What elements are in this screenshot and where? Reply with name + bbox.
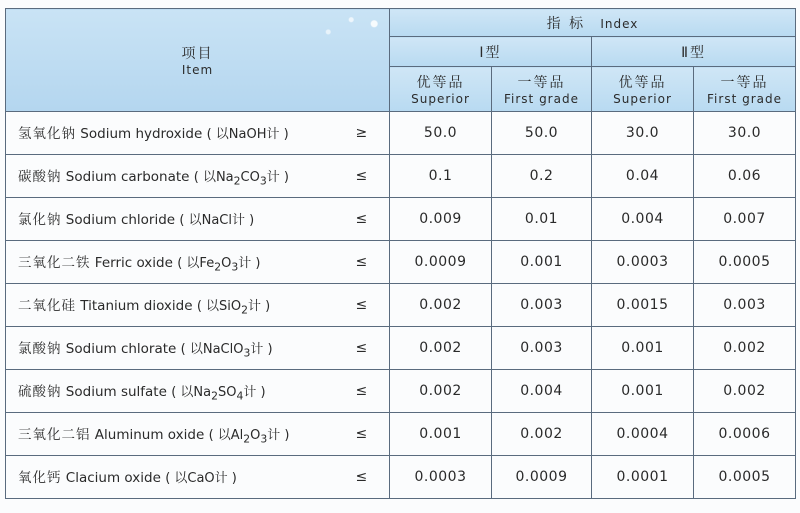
- formula-sub2: 3: [260, 432, 268, 446]
- item-formula: [208, 427, 290, 446]
- table-row: [6, 456, 796, 499]
- item-cell: [6, 327, 354, 370]
- formula-post: 计 ): [266, 169, 289, 185]
- item-formula: [171, 384, 266, 403]
- formula-post: 计 ): [250, 341, 273, 357]
- formula-post: 计 ): [248, 298, 271, 314]
- comparison-operator: ≤: [354, 370, 390, 413]
- index-header: [390, 9, 796, 37]
- value-type2-superior: 0.001: [592, 370, 694, 413]
- comparison-operator: ≤: [354, 198, 390, 241]
- item-name-zh: 二氧化硅: [18, 297, 76, 314]
- formula-sub1: 2: [214, 260, 222, 274]
- item-name-en: Ferric oxide: [94, 254, 173, 271]
- item-formula: [177, 255, 261, 274]
- first-en: First grade: [707, 92, 782, 106]
- superior-en: Superior: [411, 92, 470, 106]
- type2-header: [592, 37, 796, 67]
- formula-pre: ( 以Fe: [177, 255, 215, 271]
- item-header-zh: 项目: [181, 46, 214, 62]
- item-name-zh: 氢氧化钠: [18, 125, 76, 142]
- value-type1-first: 0.2: [492, 155, 592, 198]
- value-type2-first: 0.007: [694, 198, 796, 241]
- formula-pre: ( 以Na: [193, 169, 234, 185]
- item-cell: [6, 370, 354, 413]
- item-formula: [193, 169, 289, 188]
- value-type2-first: 0.0006: [694, 413, 796, 456]
- value-type2-superior: 0.04: [592, 155, 694, 198]
- type1-first-header: [492, 67, 592, 112]
- formula-pre: ( 以Al: [208, 427, 244, 443]
- index-header-zh: 指 标: [546, 15, 586, 32]
- superior-en: Superior: [613, 92, 672, 106]
- value-type1-superior: 0.002: [390, 370, 492, 413]
- formula-pre: ( 以NaCl: [179, 212, 232, 228]
- formula-pre: ( 以Na: [171, 384, 212, 400]
- item-name-en: Aluminum oxide: [94, 426, 205, 443]
- formula-mid: O: [250, 427, 261, 443]
- comparison-operator: ≤: [354, 456, 390, 499]
- item-formula: [207, 127, 289, 142]
- first-en: First grade: [504, 92, 579, 106]
- first-zh: 一等品: [720, 75, 769, 91]
- formula-sub1: 2: [241, 303, 249, 317]
- table-row: [6, 413, 796, 456]
- table-row: [6, 198, 796, 241]
- value-type1-first: 0.0009: [492, 456, 592, 499]
- item-name-zh: 氯化钠: [18, 211, 62, 228]
- superior-zh: 优等品: [416, 75, 465, 91]
- type2-label: Ⅱ型: [681, 44, 706, 61]
- formula-post: 计 ): [214, 470, 237, 486]
- formula-sub2: 3: [259, 174, 267, 188]
- value-type1-superior: 0.0009: [390, 241, 492, 284]
- item-name-en: Titanium dioxide: [80, 297, 193, 314]
- table-row: [6, 241, 796, 284]
- formula-post: 计 ): [266, 126, 289, 142]
- item-name-en: Sodium sulfate: [65, 383, 167, 400]
- item-cell: [6, 241, 354, 284]
- type1-label: Ⅰ型: [479, 44, 502, 61]
- value-type1-first: 0.01: [492, 198, 592, 241]
- value-type2-superior: 0.004: [592, 198, 694, 241]
- table-row: [6, 327, 796, 370]
- item-name-zh: 氧化钙: [18, 469, 62, 486]
- item-formula: [165, 471, 237, 486]
- comparison-operator: ≤: [354, 155, 390, 198]
- value-type1-first: 0.002: [492, 413, 592, 456]
- item-cell: [6, 198, 354, 241]
- value-type2-superior: 0.0001: [592, 456, 694, 499]
- item-header: [6, 9, 390, 112]
- table-row: [6, 370, 796, 413]
- item-name-en: Sodium hydroxide: [80, 125, 203, 142]
- spec-table: [5, 8, 796, 499]
- value-type2-first: 0.002: [694, 370, 796, 413]
- value-type1-superior: 0.002: [390, 327, 492, 370]
- formula-mid: CO: [240, 169, 260, 185]
- formula-post: 计 ): [243, 384, 266, 400]
- formula-sub1: 3: [243, 346, 251, 360]
- type2-superior-header: [592, 67, 694, 112]
- formula-sub1: 2: [243, 432, 251, 446]
- formula-post: 计 ): [267, 427, 290, 443]
- formula-mid: O: [221, 255, 232, 271]
- formula-sub2: 3: [231, 260, 239, 274]
- item-formula: [180, 341, 273, 360]
- item-name-zh: 氯酸钠: [18, 340, 62, 357]
- value-type1-superior: 50.0: [390, 112, 492, 155]
- table-row: [6, 112, 796, 155]
- item-name-zh: 碳酸钠: [18, 168, 62, 185]
- comparison-operator: ≤: [354, 241, 390, 284]
- item-name-zh: 三氧化二铁: [18, 254, 91, 271]
- formula-pre: ( 以NaClO: [180, 341, 244, 357]
- formula-sub1: 2: [211, 389, 219, 403]
- value-type1-first: 0.004: [492, 370, 592, 413]
- item-name-en: Sodium carbonate: [65, 168, 190, 185]
- first-zh: 一等品: [517, 75, 566, 91]
- comparison-operator: ≤: [354, 327, 390, 370]
- item-name-zh: 硫酸钠: [18, 383, 62, 400]
- item-header-en: Item: [181, 63, 214, 77]
- value-type1-first: 0.003: [492, 327, 592, 370]
- superior-zh: 优等品: [618, 75, 667, 91]
- formula-pre: ( 以SiO: [196, 298, 242, 314]
- formula-post: 计 ): [232, 212, 255, 228]
- value-type2-superior: 0.001: [592, 327, 694, 370]
- item-cell: [6, 413, 354, 456]
- value-type2-first: 0.0005: [694, 456, 796, 499]
- value-type2-superior: 0.0003: [592, 241, 694, 284]
- index-header-en: Index: [600, 16, 639, 31]
- formula-mid: SO: [218, 384, 237, 400]
- comparison-operator: ≤: [354, 284, 390, 327]
- value-type2-superior: 30.0: [592, 112, 694, 155]
- value-type2-first: 0.003: [694, 284, 796, 327]
- value-type2-first: 0.0005: [694, 241, 796, 284]
- value-type1-superior: 0.0003: [390, 456, 492, 499]
- item-cell: [6, 155, 354, 198]
- value-type1-superior: 0.009: [390, 198, 492, 241]
- item-formula: [179, 213, 254, 228]
- value-type1-first: 0.003: [492, 284, 592, 327]
- value-type1-superior: 0.002: [390, 284, 492, 327]
- item-cell: [6, 112, 354, 155]
- value-type2-first: 30.0: [694, 112, 796, 155]
- value-type2-superior: 0.0015: [592, 284, 694, 327]
- table-row: [6, 155, 796, 198]
- table-row: [6, 284, 796, 327]
- type1-superior-header: [390, 67, 492, 112]
- formula-pre: ( 以NaOH: [206, 126, 267, 142]
- item-cell: [6, 456, 354, 499]
- value-type2-first: 0.002: [694, 327, 796, 370]
- value-type2-first: 0.06: [694, 155, 796, 198]
- item-cell: [6, 284, 354, 327]
- value-type1-superior: 0.1: [390, 155, 492, 198]
- comparison-operator: ≤: [354, 413, 390, 456]
- formula-pre: ( 以CaO: [165, 470, 215, 486]
- item-name-en: Clacium oxide: [65, 469, 161, 486]
- value-type2-superior: 0.0004: [592, 413, 694, 456]
- item-formula: [196, 298, 271, 317]
- formula-post: 计 ): [238, 255, 261, 271]
- value-type1-first: 0.001: [492, 241, 592, 284]
- comparison-operator: ≥: [354, 112, 390, 155]
- item-name-en: Sodium chlorate: [65, 340, 177, 357]
- item-name-en: Sodium chloride: [65, 211, 176, 228]
- formula-sub1: 2: [233, 174, 241, 188]
- type2-first-header: [694, 67, 796, 112]
- type1-header: [390, 37, 592, 67]
- formula-sub2: 4: [236, 389, 244, 403]
- item-name-zh: 三氧化二铝: [18, 426, 91, 443]
- value-type1-first: 50.0: [492, 112, 592, 155]
- value-type1-superior: 0.001: [390, 413, 492, 456]
